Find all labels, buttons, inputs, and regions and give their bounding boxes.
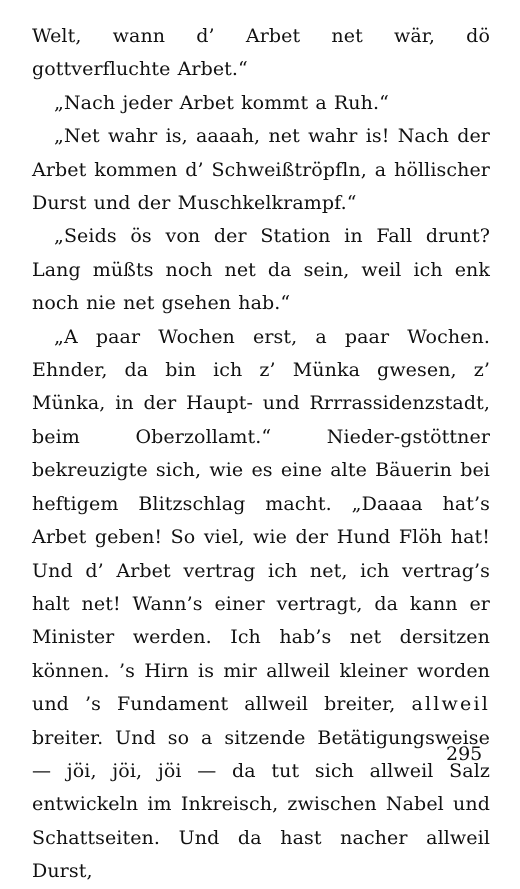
monologue-text-before: „A paar Wochen erst, a paar Wochen. Ehnder, da bin ich z’ Münka gwesen, z’ Münka, in der Haupt- und Rrrrassidenzstadt, beim Oberzollamt.“ Nieder-gstöttner bekreuzigte sich, wie es eine alte Bäuerin bei heftigem Blitzschlag macht. „Daaaa hat’s Arbet geben! So viel, wie der Hund Flöh hat! Und d’ Arbet vertrag ich net, ich vertrag’s halt net! Wann’s einer vertragt, da kann er Minister werden. Ich hab’s net dersitzen können. ’s Hirn is mir allweil kleiner worden und ’s Fundament allweil breiter, — [32, 325, 490, 716]
book-page-body — [32, 20, 490, 889]
paragraph-dialogue-sweat: „Net wahr is, aaaah, net wahr is! Nach der Arbet kommen d’ Schweißtröpfln, a höllischer Durst und der Muschkelkrampf.“ — [32, 125, 490, 215]
monologue-text-after: breiter. Und so a sitzende Betätigungsweise — jöi, jöi, jöi — da tut sich allweil Salz entwickeln im Inkreisch, zwischen Nabel und Schattseiten. Und da hast nacher allweil Durst, — [32, 726, 490, 883]
paragraph-dialogue-station: „Seids ös von der Station in Fall drunt? Lang müßts noch net da sein, weil ich enk noch nie net gsehen hab.“ — [32, 225, 490, 315]
page-number: 295 — [446, 743, 483, 765]
monologue-emphasis: allweil — [411, 693, 490, 716]
paragraph-continuation: Welt, wann d’ Arbet net wär, dö gottverfluchte Arbet.“ — [32, 25, 490, 81]
paragraph-long-monologue — [32, 321, 490, 889]
paragraph-dialogue-rest: „Nach jeder Arbet kommt a Ruh.“ — [54, 91, 389, 114]
